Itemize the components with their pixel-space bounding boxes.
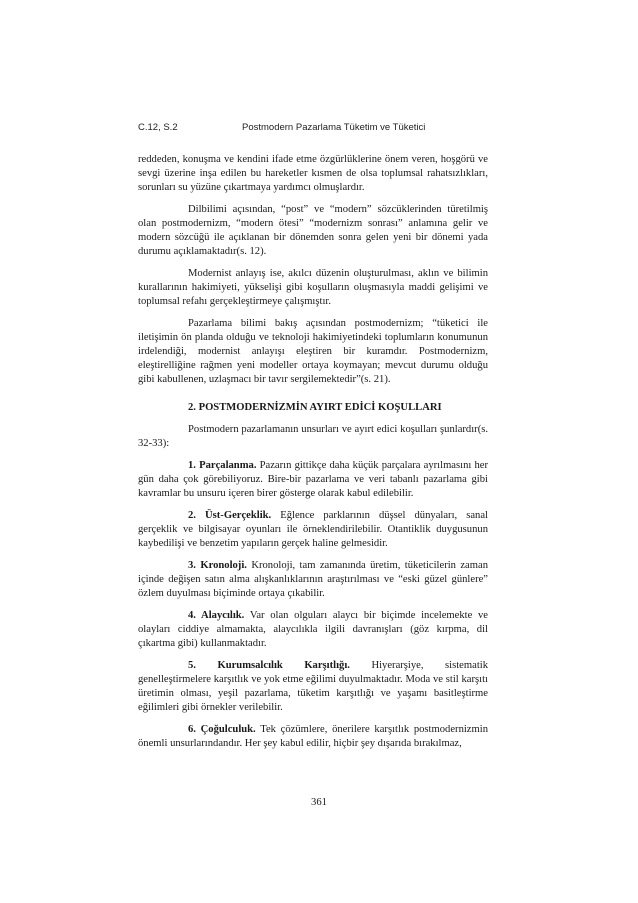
header-book-title: Postmodern Pazarlama Tüketim ve Tüketici	[242, 122, 426, 133]
list-item	[138, 609, 488, 651]
page-number: 361	[311, 797, 327, 808]
list-item	[138, 723, 488, 751]
item-term: 3. Kronoloji.	[188, 560, 247, 571]
item-text: Var olan olguları alaycı bir biçimde incelemekte ve olayları ciddiye almamakta, alaycılıkla ilgili davranışları (göz kırpma, dil çıkartma gibi) kullanmaktadır.	[138, 610, 488, 649]
header-chapter-ref: C.12, S.2	[138, 122, 178, 133]
paragraph: Modernist anlayış ise, akılcı düzenin oluşturulması, aklın ve bilimin kurallarının hakimiyeti, yükselişi gibi koşulların oluşmasıyla maddi gelişimi ve toplumsal refahı gerçekleştirmeye çalışmıştır.	[138, 268, 488, 307]
list-item	[138, 459, 488, 501]
item-term: 6. Çoğulculuk.	[188, 724, 256, 735]
item-text: Eğlence parklarının düşsel dünyaları, sanal gerçeklik ve bilgisayar oyunları ile örneklendirilebilir. Otantiklik duygusunun kaybedilişi ve benzetim yapıların gerçek haline gelmesidir.	[138, 510, 488, 549]
item-term: 1. Parçalanma.	[188, 460, 257, 471]
item-text: Pazarın gittikçe daha küçük parçalara ayrılmasını her gün daha çok görebiliyoruz. Bire-bir pazarlama ve veri tabanlı pazarlama gibi kavramlar bu unsuru içeren birer gösterge olarak kabul edilebilir.	[138, 460, 488, 499]
item-term: 5. Kurumsalcılık Karşıtlığı.	[188, 660, 350, 671]
item-text: Tek çözümlere, önerilere karşıtlık postmodernizmin önemli unsurlarındandır. Her şey kabul edilir, hiçbir şey dışarıda bırakılmaz,	[138, 724, 488, 749]
item-text: Hiyerarşiye, sistematik genelleştirmelere karşıtlık ve yok etme eğilimi duyulmaktadır. Moda ve stil karşıtı üretimin olması, yeşil pazarlama, tüketim karşıtlığı ve yaşamı basitleştirme eğilimleri gibi örnekler verilebilir.	[138, 660, 488, 713]
item-term: 4. Alaycılık.	[188, 610, 245, 621]
intro-paragraph: Postmodern pazarlamanın unsurları ve ayırt edici koşulları şunlardır(s. 32-33):	[138, 424, 488, 449]
list-item	[138, 509, 488, 551]
paragraph: Dilbilimi açısından, “post” ve “modern” sözcüklerinden türetilmiş olan postmodernizm, “modern ötesi” “modernizm sonrası” anlamına gelir ve modern sözcüğü ile açıklanan bir dönemden sonra gelen yeni bir dönemi yada durumu açıklamaktadır(s. 12).	[138, 204, 488, 257]
item-term: 2. Üst-Gerçeklik.	[188, 510, 272, 521]
paragraph: Pazarlama bilimi bakış açısından postmodernizm; “tüketici ile iletişimin ön planda olduğu ve teknoloji hakimiyetindeki toplumların konumunun irdelendiği, modernist anlayışı eleştiren bir kuramdır. Postmodernizm, eleştirelliğine rağmen yeni modeller ortaya koymayan; mevcut durumu olduğu gibi kabullenen, uzlaşmacı bir tavır sergilemektedir”(s. 21).	[138, 318, 488, 385]
list-item	[138, 559, 488, 601]
section-heading: 2. POSTMODERNİZMİN AYIRT EDİCİ KOŞULLARI	[188, 402, 442, 413]
list-item	[138, 659, 488, 715]
item-text: Kronoloji, tam zamanında üretim, tüketicilerin zaman içinde değişen satın alma alışkanlıklarının araştırılması ve “eski güzel günlere” özlem duyulması biçiminde ortaya çıkabilir.	[138, 560, 488, 599]
paragraph: reddeden, konuşma ve kendini ifade etme özgürlüklerine önem veren, hoşgörü ve sevgi üzerine inşa edilen bu hareketler kısmen de olsa toplumsal rahatsızlıkları, sorunları su yüzüne çıkartmaya yardımcı olmuşlardır.	[138, 154, 488, 193]
page-body	[138, 153, 488, 759]
running-header	[138, 122, 490, 136]
